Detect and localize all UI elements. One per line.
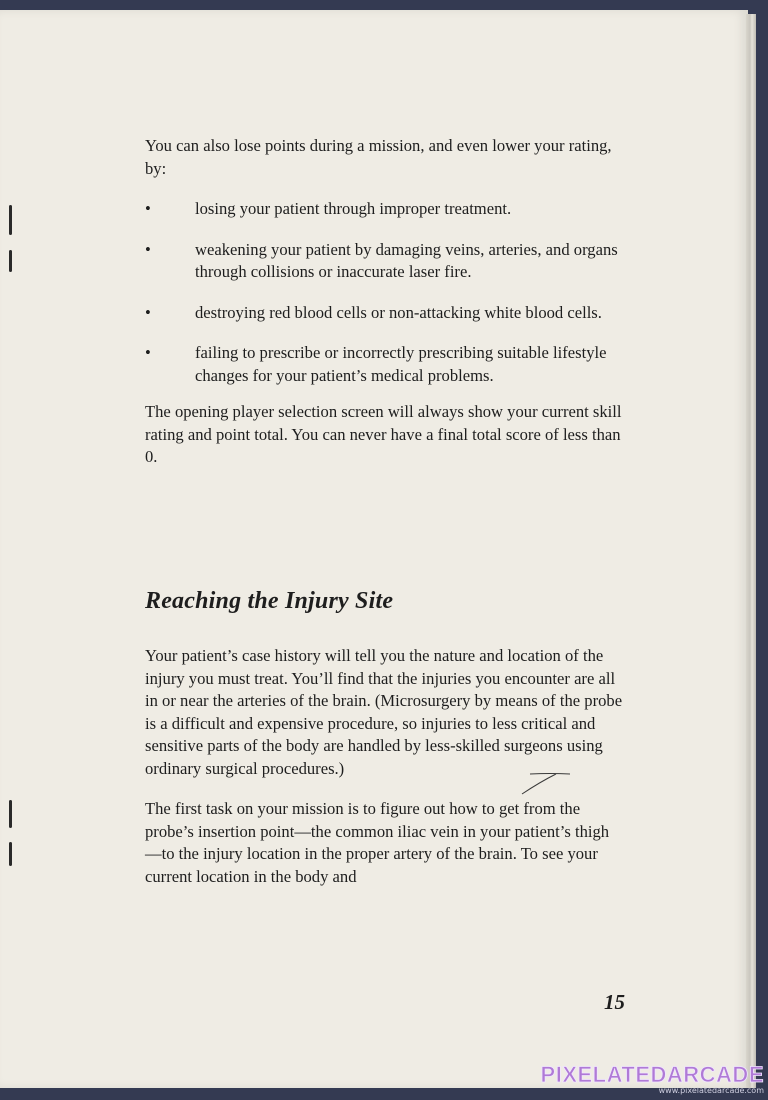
binding-staple-top-lower [9,250,12,272]
loss-points-section [145,135,625,469]
bullet-icon: • [145,239,151,259]
penalty-item [145,342,625,387]
injury-paragraph-2: The first task on your mission is to figure out how to get from the probe’s insertion point—the common iliac vein in your patient’s thigh—to the injury location in the proper artery of the brain. To see your current location in the body and [145,799,610,886]
binding-staple-bottom-lower [9,842,12,866]
bullet-icon: • [145,302,151,322]
watermark-logo: PIXELATEDARCADE [540,1062,764,1087]
penalty-text: destroying red blood cells or non-attacking white blood cells. [195,302,602,322]
binding-staple-top [9,205,12,235]
penalty-list [145,198,625,387]
penalty-text: losing your patient through improper treatment. [195,199,512,218]
watermark [541,1064,764,1096]
page-number: 15 [604,990,625,1014]
watermark-url: www.pixelatedarcade.com [658,1086,764,1095]
bullet-icon: • [145,343,151,362]
penalty-text: failing to prescribe or incorrectly prescribing suitable lifestyle changes for your patient’s medical problems. [195,343,607,385]
page-edge [746,14,756,1088]
pencil-mark-icon [520,768,580,798]
penalty-item [145,198,625,221]
injury-paragraph-1: Your patient’s case history will tell you the nature and location of the injury you must treat. You’ll find that the injuries you encounter are all in or near the arteries of the brain. (Microsurgery by means of the probe is a difficult and expensive procedure, so injuries to less critical and sensitive parts of the body are handled by less-skilled surgeons using ordinary surgical procedures.) [145,646,623,778]
binding-staple-bottom [9,800,12,828]
penalty-item [145,302,625,325]
injury-site-section [145,645,625,888]
intro-paragraph: You can also lose points during a mission, and even lower your rating, by: [145,136,612,178]
section-heading: Reaching the Injury Site [145,588,394,614]
closing-paragraph: The opening player selection screen will always show your current skill rating and point total. You can never have a final total score of less than 0. [145,402,622,466]
penalty-item [145,239,625,284]
penalty-text: weakening your patient by damaging veins, arteries, and organs through collisions or inaccurate laser fire. [195,239,618,281]
bullet-icon: • [145,199,151,218]
